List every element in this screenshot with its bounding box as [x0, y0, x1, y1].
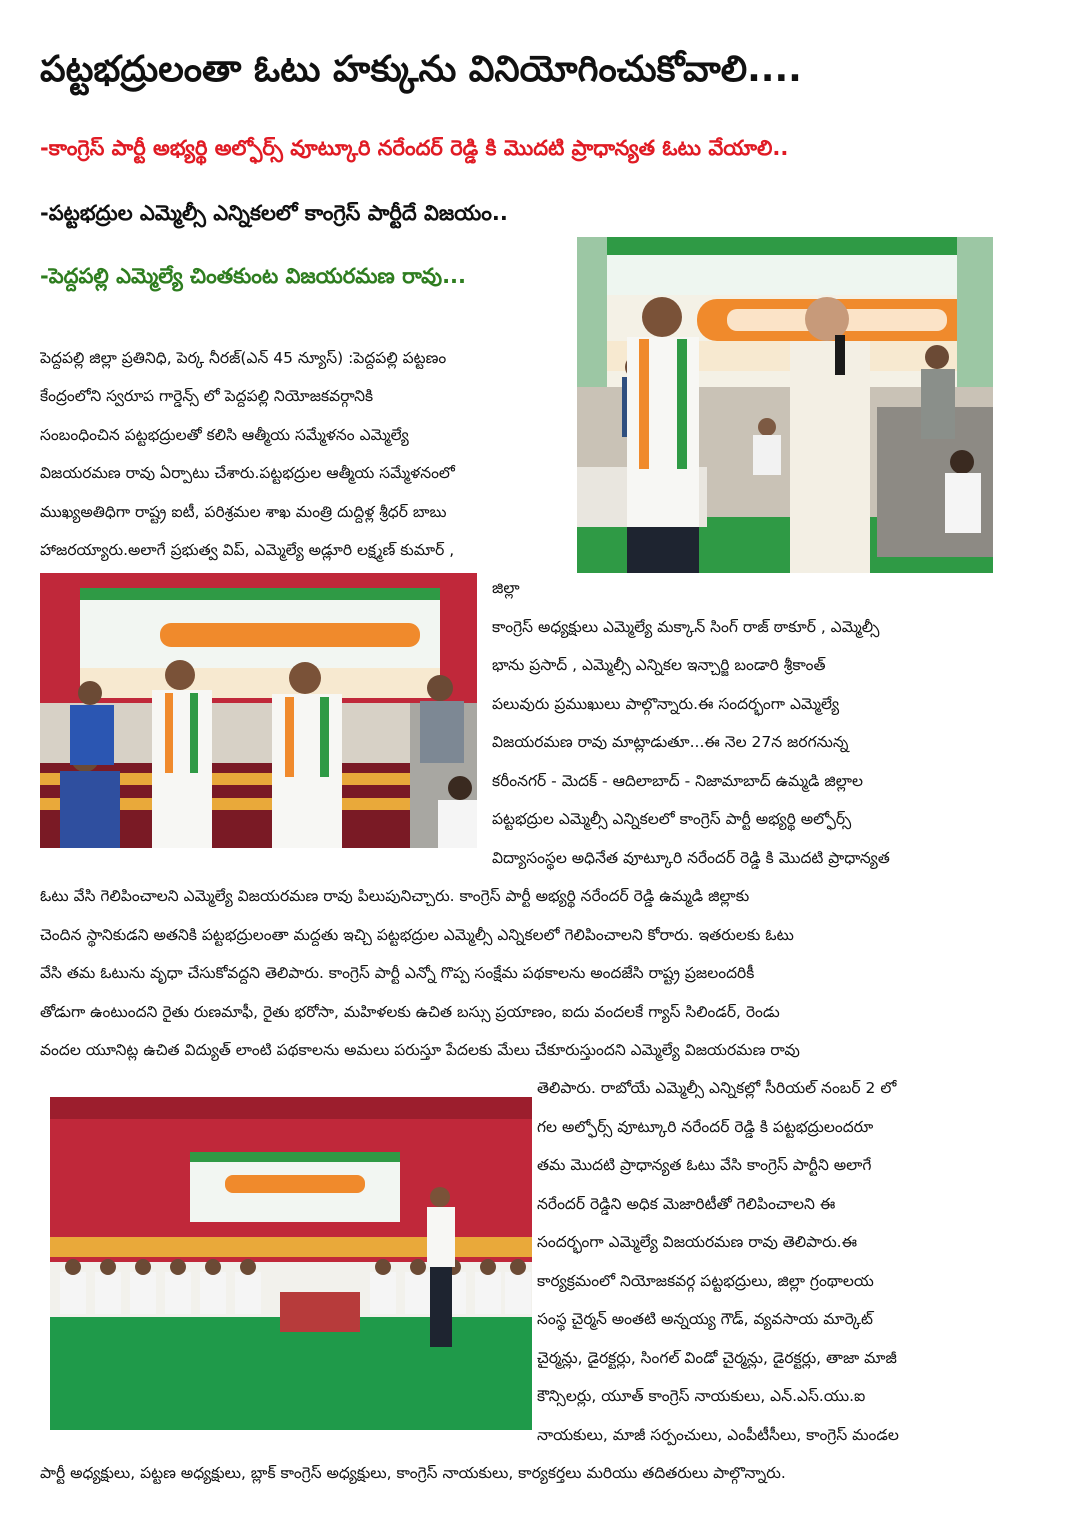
text-line: పలువురు ప్రముఖులు పాల్గొన్నారు.ఈ సందర్భంగా ఎమ్మెల్యే [492, 695, 840, 713]
text-line: విజయరమణ రావు ఏర్పాటు చేశారు.పట్టభద్రుల ఆత్మీయ సమ్మేళనంలో [40, 464, 455, 482]
text-line: నరేందర్ రెడ్డిని అధిక మెజారిటీతో గెలిపించాలని ఈ [537, 1195, 836, 1213]
text-line: వేసి తమ ఓటును వృధా చేసుకోవద్దని తెలిపారు. కాంగ్రెస్ పార్టీ ఎన్నో గొప్ప సంక్షేమ పథకాలను అందజేసి రాష్ట్ర ప్రజలందరికీ [40, 964, 755, 982]
text-line: ఓటు వేసి గెలిపించాలని ఎమ్మెల్యే విజయరమణ రావు పిలుపునిచ్చారు. కాంగ్రెస్ పార్టీ అభ్యర్థి నరేందర్ రెడ్డి ఉమ్మడి జిల్లాకు [40, 887, 750, 905]
text-line: విజయరమణ రావు మాట్లాడుతూ...ఈ నెల 27న జరగనున్న [492, 733, 849, 751]
text-line: గల అల్ఫోర్స్ వూట్కూరి నరేందర్ రెడ్డి కి పట్టభద్రులందరూ [537, 1118, 874, 1136]
text-line: సంస్థ చైర్మన్ అంతటి అన్నయ్య గౌడ్, వ్యవసాయ మార్కెట్ [537, 1310, 873, 1328]
text-line: చెందిన స్థానికుడని అతనికి పట్టభద్రులంతా మద్దతు ఇచ్చి పట్టభద్రుల ఎమ్మెల్సీ ఎన్నికలలో గెలిపించాలని కోరారు. ఇతరులకు ఓటు [40, 926, 794, 944]
photo-mla-with-candidate [577, 237, 993, 573]
text-line: భాను ప్రసాద్ , ఎమ్మెల్సీ ఎన్నికల ఇన్చార్జి బండారి శ్రీకాంత్ [492, 656, 826, 674]
text-line: వందల యూనిట్ల ఉచిత విద్యుత్ లాంటి పథకాలను అమలు పరుస్తూ పేదలకు మేలు చేకూరుస్తుందని ఎమ్మెల్యే విజయరమణ రావు [40, 1041, 800, 1059]
text-line: నాయకులు, మాజీ సర్పంచులు, ఎంపీటీసీలు, కాంగ్రెస్ మండల [537, 1426, 899, 1444]
photo-speakers-on-stage [40, 573, 477, 848]
text-line: కేంద్రంలోని స్వరూప గార్డెన్స్ లో పెద్దపల్లి నియోజకవర్గానికి [40, 387, 374, 405]
text-line: కార్యక్రమంలో నియోజకవర్గ పట్టభద్రులు, జిల్లా గ్రంథాలయ [537, 1272, 874, 1290]
text-line: కరీంనగర్ - మెదక్ - ఆదిలాబాద్ - నిజామాబాద్ ఉమ్మడి జిల్లాల [492, 772, 863, 790]
text-line: చైర్మన్లు, డైరక్టర్లు, సింగల్ విండో చైర్మన్లు, డైరక్టర్లు, తాజా మాజీ [537, 1349, 897, 1367]
text-line: సంబంధించిన పట్టభద్రులతో కలిసి ఆత్మీయ సమ్మేళనం ఎమ్మెల్యే [40, 426, 409, 444]
text-line: కౌన్సిలర్లు, యూత్ కాంగ్రెస్ నాయకులు, ఎన్.ఎస్.యు.ఐ [537, 1387, 866, 1405]
text-line: తెలిపారు. రాబోయే ఎమ్మెల్సీ ఎన్నికల్లో సీరియల్ నంబర్ 2 లో [537, 1079, 897, 1097]
text-line: విద్యాసంస్థల అధినేత వూట్కూరి నరేందర్ రెడ్డి కి మొదటి ప్రాధాన్యత [492, 849, 890, 867]
text-line: పార్టీ అధ్యక్షులు, పట్టణ అధ్యక్షులు, బ్లాక్ కాంగ్రెస్ అధ్యక్షులు, కాంగ్రెస్ నాయకులు, కార్యకర్తలు మరియు తదితరులు పాల్గొన్నారు. [40, 1464, 786, 1482]
subheading-candidate-vote: -కాంగ్రెస్ పార్టీ అభ్యర్థి అల్ఫోర్స్ వూట్కూరి నరేందర్ రెడ్డి కి మొదటి ప్రాధాన్యత ఓటు వేయాలి.. [40, 136, 789, 160]
text-line: హాజరయ్యారు.అలాగే ప్రభుత్వ విప్, ఎమ్మెల్యే అడ్లూరి లక్ష్మణ్ కుమార్ , [40, 541, 455, 559]
text-line: తమ మొదటి ప్రాధాన్యత ఓటు వేసి కాంగ్రెస్ పార్టీని అలాగే [537, 1156, 872, 1174]
text-line: తోడుగా ఉంటుందని రైతు రుణమాఫీ, రైతు భరోసా, మహిళలకు ఉచిత బస్సు ప్రయాణం, ఐదు వందలకే గ్యాస్ సిలిండర్, రెండు [40, 1003, 780, 1021]
subheading-congress-victory: -పట్టభద్రుల ఎమ్మెల్సీ ఎన్నికలలో కాంగ్రెస్ పార్టీదే విజయం.. [40, 201, 508, 225]
headline: పట్టభద్రులంతా ఓటు హక్కును వినియోగించుకోవాలి.... [40, 49, 802, 90]
text-line: పెద్దపల్లి జిల్లా ప్రతినిధి, పెర్క నీరజ్(ఎన్ 45 న్యూస్) :పెద్దపల్లి పట్టణం [40, 349, 447, 367]
text-line: సందర్భంగా ఎమ్మెల్యే విజయరమణ రావు తెలిపారు.ఈ [537, 1233, 858, 1251]
text-line: జిల్లా [492, 579, 520, 597]
text-line: కాంగ్రెస్ అధ్యక్షులు ఎమ్మెల్యే మక్కాన్ సింగ్ రాజ్ ఠాకూర్ , ఎమ్మెల్సీ [492, 618, 880, 636]
photo-audience-meeting [50, 1097, 532, 1430]
text-line: పట్టభద్రుల ఎమ్మెల్సీ ఎన్నికలలో కాంగ్రెస్ పార్టీ అభ్యర్థి అల్ఫోర్స్ [492, 810, 852, 828]
subheading-mla-name: -పెద్దపల్లి ఎమ్మెల్యే చింతకుంట విజయరమణ రావు... [40, 264, 467, 288]
text-line: ముఖ్యఅతిధిగా రాష్ట్ర ఐటీ, పరిశ్రమల శాఖ మంత్రి దుద్దిళ్ల శ్రీధర్ బాబు [40, 503, 447, 521]
